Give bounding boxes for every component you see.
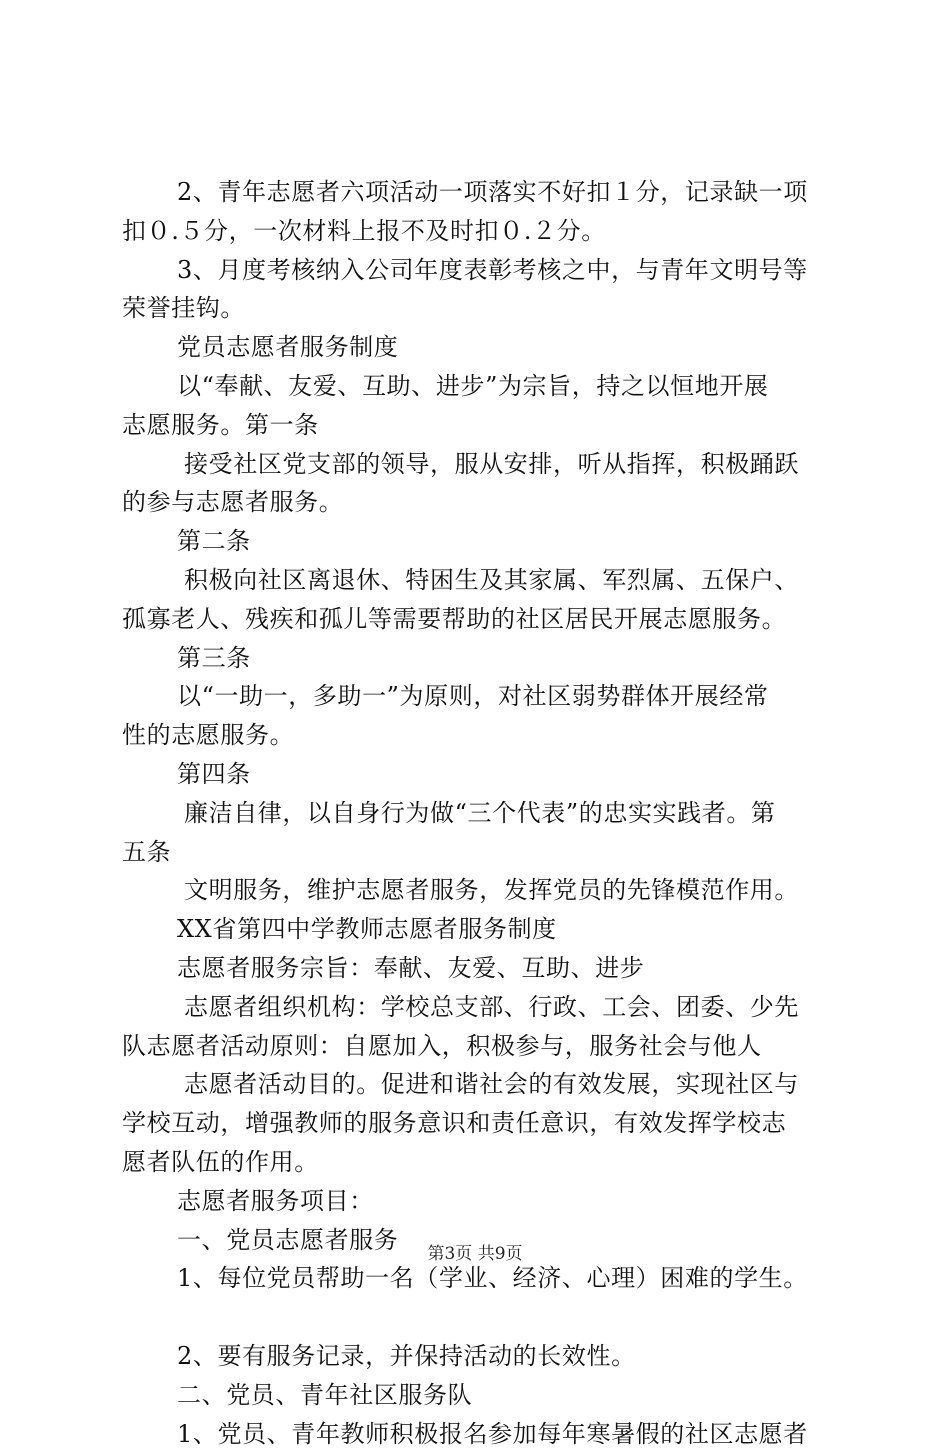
text-line: 五条 bbox=[122, 833, 834, 872]
text-line: 1、党员、青年教师积极报名参加每年寒暑假的社区志愿者 bbox=[122, 1415, 834, 1453]
text-line: 文明服务，维护志愿者服务，发挥党员的先锋模范作用。 bbox=[122, 871, 834, 910]
text-line: 以“一助一，多助一”为原则，对社区弱势群体开展经常 bbox=[122, 677, 834, 716]
text-line: 第四条 bbox=[122, 755, 834, 794]
text-line: 以“奉献、友爱、互助、进步”为宗旨，持之以恒地开展 bbox=[122, 367, 834, 406]
text-line: 第三条 bbox=[122, 639, 834, 678]
text-line: 扣０.５分，一次材料上报不及时扣０.２分。 bbox=[122, 212, 834, 251]
text-line: 荣誉挂钩。 bbox=[122, 289, 834, 328]
text-line: 第二条 bbox=[122, 522, 834, 561]
text-line: 党员志愿者服务制度 bbox=[122, 328, 834, 367]
text-line: 志愿者组织机构：学校总支部、行政、工会、团委、少先 bbox=[122, 988, 834, 1027]
text-line: 接受社区党支部的领导，服从安排，听从指挥，积极踊跃 bbox=[122, 445, 834, 484]
text-line: 愿者队伍的作用。 bbox=[122, 1143, 834, 1182]
text-line: 2、青年志愿者六项活动一项落实不好扣１分，记录缺一项 bbox=[122, 173, 834, 212]
text-line: 一、党员志愿者服务 bbox=[122, 1221, 834, 1260]
text-line: 学校互动，增强教师的服务意识和责任意识，有效发挥学校志 bbox=[122, 1104, 834, 1143]
text-line: 1、每位党员帮助一名（学业、经济、心理）困难的学生。 bbox=[122, 1259, 834, 1298]
text-line: 二、党员、青年社区服务队 bbox=[122, 1376, 834, 1415]
text-line: 志愿者服务宗旨：奉献、友爱、互助、进步 bbox=[122, 949, 834, 988]
text-line: 志愿者服务项目： bbox=[122, 1182, 834, 1221]
text-line: 积极向社区离退休、特困生及其家属、军烈属、五保户、 bbox=[122, 561, 834, 600]
blank-line bbox=[122, 1298, 834, 1337]
text-line: 的参与志愿者服务。 bbox=[122, 483, 834, 522]
text-line: 孤寡老人、残疾和孤儿等需要帮助的社区居民开展志愿服务。 bbox=[122, 600, 834, 639]
text-line: 志愿者活动目的。促进和谐社会的有效发展，实现社区与 bbox=[122, 1065, 834, 1104]
text-line: 志愿服务。第一条 bbox=[122, 406, 834, 445]
text-line: 队志愿者活动原则：自愿加入，积极参与，服务社会与他人 bbox=[122, 1027, 834, 1066]
text-line: 2、要有服务记录，并保持活动的长效性。 bbox=[122, 1337, 834, 1376]
page-footer: 第3页 共9页 bbox=[0, 1243, 950, 1265]
text-line: 性的志愿服务。 bbox=[122, 716, 834, 755]
text-line: 廉洁自律，以自身行为做“三个代表”的忠实实践者。第 bbox=[122, 794, 834, 833]
text-line: 3、月度考核纳入公司年度表彰考核之中，与青年文明号等 bbox=[122, 251, 834, 290]
text-line: XX省第四中学教师志愿者服务制度 bbox=[122, 910, 834, 949]
